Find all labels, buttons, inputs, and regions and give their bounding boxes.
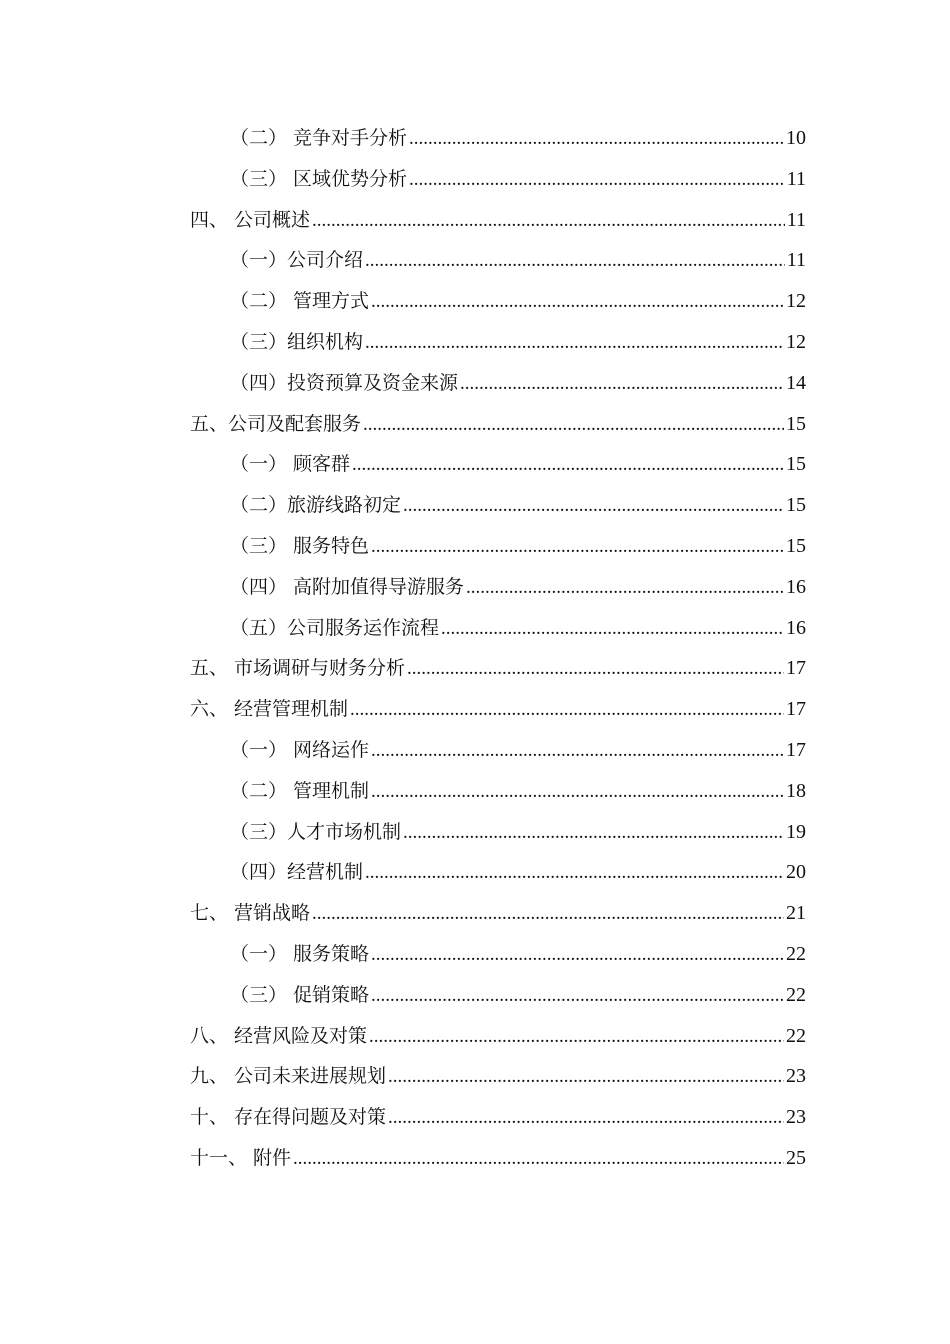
toc-entry-page: 20 — [786, 861, 806, 884]
toc-entry-label: （一） 服务策略 — [230, 942, 370, 965]
toc-entry-label: （四） 高附加值得导游服务 — [230, 575, 465, 598]
toc-entry-page: 12 — [786, 330, 806, 353]
table-of-contents — [190, 118, 806, 1179]
toc-entry-page: 21 — [786, 902, 806, 925]
toc-entry-label: （二） 竞争对手分析 — [230, 127, 408, 149]
toc-entry[interactable] — [190, 485, 806, 526]
toc-entry-page: 19 — [786, 820, 806, 843]
toc-dot-leader — [403, 813, 784, 854]
toc-dot-leader — [409, 160, 785, 201]
toc-entry-label: （三） 促销策略 — [230, 983, 370, 1006]
toc-entry[interactable] — [190, 852, 806, 893]
toc-entry[interactable] — [190, 281, 806, 322]
toc-dot-leader — [352, 445, 784, 486]
toc-entry[interactable] — [190, 322, 806, 363]
toc-entry[interactable] — [190, 893, 806, 934]
toc-entry-page: 11 — [786, 167, 806, 190]
toc-entry[interactable] — [190, 526, 806, 567]
toc-entry-page: 15 — [786, 494, 806, 517]
toc-entry-label: 十、 存在得问题及对策 — [190, 1106, 387, 1129]
toc-entry-page: 17 — [786, 657, 806, 680]
toc-entry-label: 九、 公司未来进展规划 — [190, 1065, 387, 1088]
toc-entry[interactable] — [190, 444, 806, 485]
toc-entry-label: 五、 市场调研与财务分析 — [190, 657, 406, 680]
toc-entry-page: 25 — [786, 1146, 806, 1169]
toc-entry[interactable] — [190, 648, 806, 689]
toc-entry-label: （三） 服务特色 — [230, 534, 370, 557]
toc-entry[interactable] — [190, 689, 806, 730]
toc-entry-label: 十一、 附件 — [190, 1146, 292, 1169]
toc-entry-label: （三） 区域优势分析 — [230, 167, 408, 190]
toc-entry-label: （一） 顾客群 — [230, 453, 351, 476]
toc-entry-page: 22 — [786, 1024, 806, 1047]
toc-entry[interactable] — [190, 404, 806, 445]
toc-entry[interactable] — [190, 934, 806, 975]
toc-entry-page: 18 — [786, 779, 806, 802]
toc-entry[interactable] — [190, 363, 806, 404]
toc-entry-page: 23 — [786, 1106, 806, 1129]
toc-entry-label: （三）组织机构 — [230, 330, 364, 353]
toc-entry[interactable] — [190, 1016, 806, 1057]
toc-entry[interactable] — [190, 200, 806, 241]
toc-dot-leader — [371, 935, 784, 976]
toc-dot-leader — [363, 405, 784, 446]
toc-entry-label: （二） 管理机制 — [230, 779, 370, 802]
toc-entry-page: 15 — [786, 453, 806, 476]
toc-entry-label: （四）经营机制 — [230, 861, 364, 884]
toc-entry-page: 15 — [786, 534, 806, 557]
toc-dot-leader — [409, 119, 784, 160]
toc-dot-leader — [350, 690, 784, 731]
toc-entry[interactable] — [190, 1056, 806, 1097]
toc-entry-label: 八、 经营风险及对策 — [190, 1024, 368, 1047]
toc-entry-label: （三）人才市场机制 — [230, 820, 402, 843]
toc-entry-label: 四、 公司概述 — [190, 208, 311, 231]
toc-dot-leader — [466, 568, 784, 609]
toc-entry-page: 22 — [786, 983, 806, 1006]
toc-dot-leader — [312, 894, 784, 935]
toc-entry[interactable] — [190, 812, 806, 853]
toc-dot-leader — [365, 323, 784, 364]
toc-entry-page: 12 — [786, 290, 806, 313]
toc-entry-label: （五）公司服务运作流程 — [230, 616, 440, 639]
toc-entry[interactable] — [190, 1138, 806, 1179]
toc-dot-leader — [312, 201, 785, 242]
toc-dot-leader — [388, 1057, 784, 1098]
toc-entry[interactable] — [190, 608, 806, 649]
toc-dot-leader — [371, 976, 784, 1017]
toc-entry[interactable] — [190, 975, 806, 1016]
toc-entry-page: 23 — [786, 1065, 806, 1088]
toc-entry-page: 16 — [786, 575, 806, 598]
toc-entry-page: 16 — [786, 616, 806, 639]
toc-dot-leader — [293, 1139, 784, 1180]
toc-entry-page: 14 — [786, 371, 806, 394]
toc-dot-leader — [371, 527, 784, 568]
toc-dot-leader — [371, 282, 784, 323]
toc-dot-leader — [369, 1017, 784, 1058]
toc-dot-leader — [403, 486, 784, 527]
toc-entry-label: （二）旅游线路初定 — [230, 494, 402, 517]
toc-entry[interactable] — [190, 118, 806, 159]
toc-dot-leader — [388, 1098, 784, 1139]
toc-entry[interactable] — [190, 240, 806, 281]
toc-entry-label: 五、公司及配套服务 — [190, 412, 362, 435]
toc-entry[interactable] — [190, 159, 806, 200]
toc-dot-leader — [460, 364, 784, 405]
toc-entry-page: 11 — [786, 249, 806, 272]
toc-entry-page: 15 — [786, 412, 806, 435]
toc-dot-leader — [407, 649, 784, 690]
toc-dot-leader — [371, 731, 784, 772]
toc-entry[interactable] — [190, 567, 806, 608]
toc-entry-page: 10 — [786, 127, 806, 149]
toc-entry-label: （一）公司介绍 — [230, 249, 364, 272]
toc-entry[interactable] — [190, 730, 806, 771]
toc-entry-label: 六、 经营管理机制 — [190, 698, 349, 721]
toc-entry-label: 七、 营销战略 — [190, 902, 311, 925]
toc-dot-leader — [365, 853, 784, 894]
toc-entry-page: 22 — [786, 942, 806, 965]
toc-entry[interactable] — [190, 771, 806, 812]
toc-entry-page: 11 — [786, 208, 806, 231]
toc-entry-label: （四）投资预算及资金来源 — [230, 371, 459, 394]
toc-dot-leader — [441, 609, 784, 650]
toc-entry-label: （二） 管理方式 — [230, 290, 370, 313]
toc-dot-leader — [371, 772, 784, 813]
toc-entry-page: 17 — [786, 738, 806, 761]
toc-entry[interactable] — [190, 1097, 806, 1138]
toc-dot-leader — [365, 241, 785, 282]
toc-entry-page: 17 — [786, 698, 806, 721]
toc-entry-label: （一） 网络运作 — [230, 738, 370, 761]
